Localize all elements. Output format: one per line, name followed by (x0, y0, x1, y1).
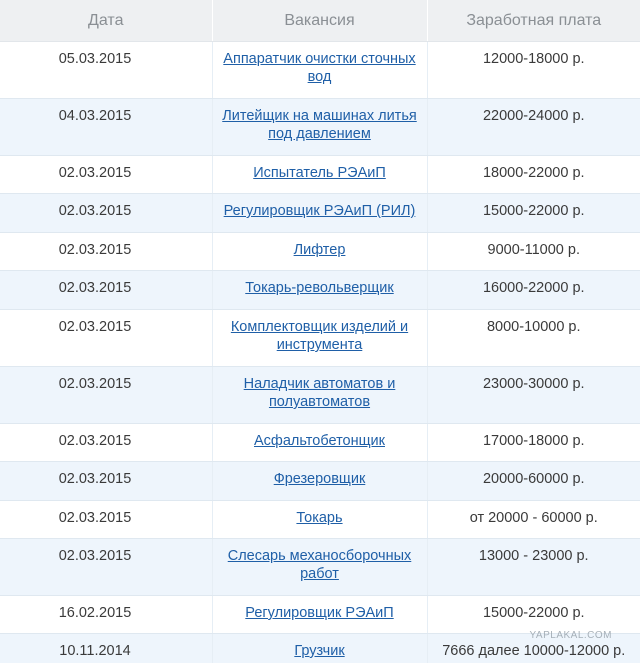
column-header-vacancy[interactable]: Вакансия (212, 0, 427, 42)
vacancy-cell (212, 156, 427, 194)
salary-cell: 16000-22000 р. (427, 271, 640, 310)
vacancy-link[interactable]: Лифтер (293, 242, 346, 258)
salary-cell: 22000-24000 р. (427, 99, 640, 156)
column-header-date[interactable]: Дата (0, 0, 212, 42)
vacancy-link[interactable]: Комплектовщик изделий и инструмента (230, 319, 409, 353)
vacancy-link[interactable]: Токарь-револьверщик (245, 280, 394, 296)
table-row (0, 233, 640, 271)
date-cell (0, 539, 212, 596)
salary-cell: 18000-22000 р. (427, 156, 640, 194)
vacancy-link[interactable]: Грузчик (294, 643, 345, 659)
date-text: 02.03.2015 (58, 433, 132, 449)
table-row (0, 310, 640, 367)
date-cell (0, 462, 212, 501)
date-text: 10.11.2014 (59, 643, 131, 659)
vacancy-link[interactable]: Наладчик автоматов и полуавтоматов (243, 376, 396, 410)
date-cell (0, 367, 212, 424)
table-row (0, 42, 640, 99)
vacancy-cell (212, 424, 427, 462)
vacancy-link[interactable]: Литейщик на машинах литья под давлением (222, 108, 417, 142)
date-cell (0, 501, 212, 539)
date-text: 02.03.2015 (58, 548, 132, 564)
vacancy-link[interactable]: Испытатель РЭАиП (253, 165, 386, 181)
date-text: 02.03.2015 (58, 471, 132, 487)
table-row (0, 194, 640, 233)
date-cell (0, 310, 212, 367)
vacancy-cell (212, 310, 427, 367)
header-row (0, 0, 640, 42)
date-cell (0, 596, 212, 634)
date-text: 16.02.2015 (58, 605, 132, 621)
vacancy-cell (212, 42, 427, 99)
vacancy-cell (212, 462, 427, 501)
vacancy-cell (212, 99, 427, 156)
date-cell (0, 424, 212, 462)
vacancy-cell (212, 194, 427, 233)
date-text: 02.03.2015 (58, 280, 132, 296)
table-row (0, 99, 640, 156)
salary-cell: 17000-18000 р. (427, 424, 640, 462)
salary-cell: 20000-60000 р. (427, 462, 640, 501)
salary-cell: 13000 - 23000 р. (427, 539, 640, 596)
salary-cell: от 20000 - 60000 р. (427, 501, 640, 539)
date-cell (0, 233, 212, 271)
salary-cell: 9000-11000 р. (427, 233, 640, 271)
date-cell (0, 99, 212, 156)
date-cell (0, 194, 212, 233)
date-text: 05.03.2015 (58, 51, 132, 67)
date-text: 02.03.2015 (58, 376, 132, 392)
table-row (0, 539, 640, 596)
date-cell (0, 156, 212, 194)
date-text: 02.03.2015 (58, 203, 132, 219)
table-row (0, 596, 640, 634)
table-header (0, 0, 640, 42)
salary-cell: 12000-18000 р. (427, 42, 640, 99)
column-header-salary[interactable]: Заработная плата (427, 0, 640, 42)
date-text: 02.03.2015 (58, 165, 132, 181)
salary-cell: 23000-30000 р. (427, 367, 640, 424)
vacancy-cell (212, 233, 427, 271)
vacancy-link[interactable]: Слесарь механосборочных работ (227, 548, 412, 582)
date-text: 02.03.2015 (58, 242, 132, 258)
date-text: 04.03.2015 (58, 108, 132, 124)
table-body (0, 42, 640, 663)
table-row (0, 367, 640, 424)
vacancy-link[interactable]: Регулировщик РЭАиП (РИЛ) (223, 203, 416, 219)
date-cell (0, 271, 212, 310)
date-cell (0, 634, 212, 663)
vacancy-cell (212, 271, 427, 310)
table-row (0, 271, 640, 310)
salary-cell: 8000-10000 р. (427, 310, 640, 367)
vacancy-link[interactable]: Фрезеровщик (273, 471, 366, 487)
vacancy-cell (212, 596, 427, 634)
table-row (0, 462, 640, 501)
date-text: 02.03.2015 (58, 510, 132, 526)
vacancy-link[interactable]: Аппаратчик очистки сточных вод (223, 51, 416, 85)
salary-cell: 7666 далее 10000-12000 р. (427, 634, 640, 663)
table-row (0, 156, 640, 194)
salary-cell: 15000-22000 р. (427, 194, 640, 233)
date-cell (0, 42, 212, 99)
table-row (0, 424, 640, 462)
vacancy-cell (212, 501, 427, 539)
vacancy-link[interactable]: Асфальтобетонщик (254, 433, 385, 449)
vacancy-link[interactable]: Регулировщик РЭАиП (245, 605, 394, 621)
vacancy-cell (212, 539, 427, 596)
vacancy-link[interactable]: Токарь (296, 510, 343, 526)
table-row (0, 501, 640, 539)
salary-cell: 15000-22000 р. (427, 596, 640, 634)
watermark-text: YAPLAKAL.COM (529, 630, 612, 641)
vacancy-cell (212, 634, 427, 663)
date-text: 02.03.2015 (58, 319, 132, 335)
vacancy-cell (212, 367, 427, 424)
